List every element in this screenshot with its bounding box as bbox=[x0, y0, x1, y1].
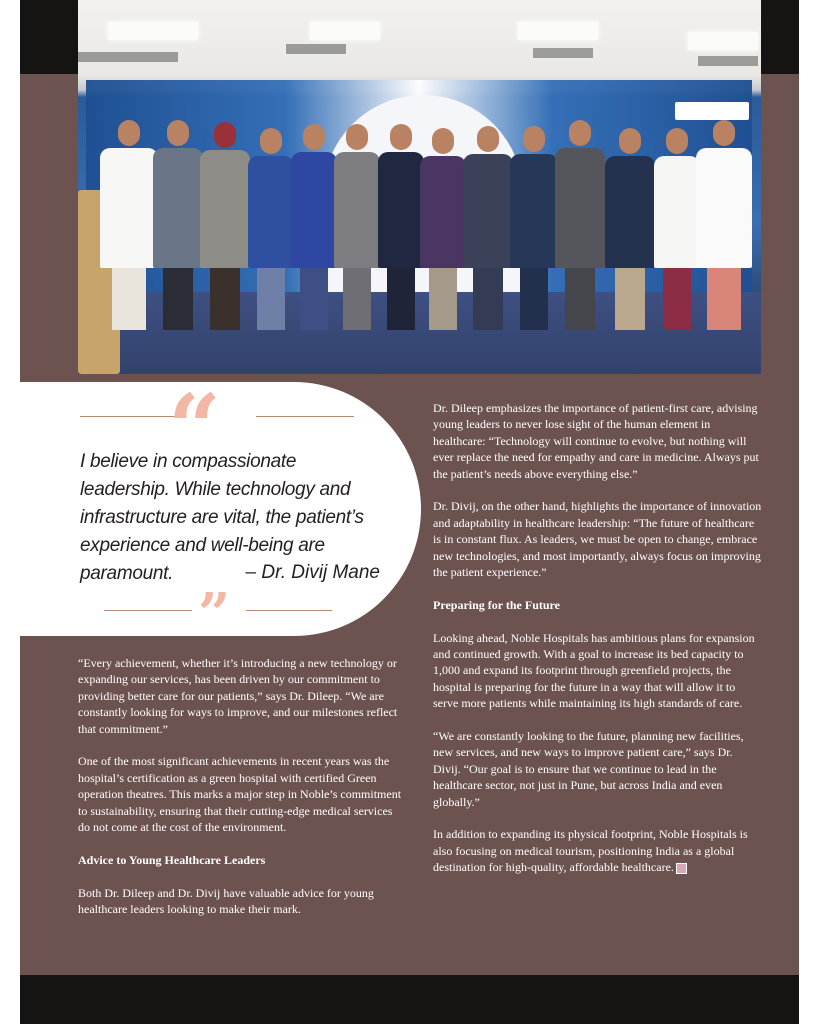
person bbox=[463, 126, 513, 330]
top-right-bar bbox=[761, 0, 799, 74]
person bbox=[378, 124, 424, 330]
quote-bottom-rule bbox=[246, 610, 332, 611]
person bbox=[334, 124, 380, 330]
person bbox=[510, 126, 558, 330]
event-group-photo bbox=[78, 0, 761, 374]
person bbox=[696, 120, 752, 330]
person bbox=[153, 120, 203, 330]
paragraph: Looking ahead, Noble Hospitals has ambitious plans for expansion and continued growth. With a goal to increase its bed capacity to 1,000 and expand its footprint through greenfield projects, the hospital is preparing for the future in a way that will allow it to serve more patients while maintaining its high standards of care. bbox=[433, 630, 755, 711]
pull-quote-text: I believe in compassionate leadership. While technology and infrastructure are vital, the patient’s experience and well-being are paramount. bbox=[80, 451, 364, 584]
bottom-bar bbox=[20, 975, 799, 1024]
quote-top-rule bbox=[256, 416, 354, 417]
paragraph-text: In addition to expanding its physical footprint, Noble Hospitals is also focusing on medical tourism, positioning India as a global destination for high-quality, affordable healthcare. bbox=[433, 827, 748, 875]
person bbox=[100, 120, 158, 330]
last-paragraph bbox=[433, 826, 763, 875]
close-quote-icon: ” bbox=[198, 581, 231, 647]
paragraph: One of the most significant achievements in recent years was the hospital’s certification as a green hospital with certified Green operation theatres. This marks a major step in Noble’s commitment to sustainability, ensuring that their cutting-edge medical services do not come at the cost of the environment. bbox=[78, 754, 402, 835]
person bbox=[291, 124, 337, 330]
hospital-logo-banner bbox=[675, 102, 749, 120]
paragraph: Dr. Dileep emphasizes the importance of patient-first care, advising young leaders to never lose sight of the human element in healthcare: “Technology will continue to evolve, but nothing will ever replace the need for empathy and care in medicine. Always put the patient’s needs above everything else.” bbox=[433, 401, 759, 481]
pull-quote-card bbox=[20, 374, 421, 647]
open-quote-icon: “ bbox=[168, 374, 221, 482]
paragraph: “Every achievement, whether it’s introducing a new technology or expanding our services, has been driven by our commitment to providing better care for our patients,” says Dr. Dileep. “We are constantly looking for ways to improve, and our milestones reflect that commitment.” bbox=[78, 656, 398, 736]
person bbox=[420, 128, 466, 330]
person bbox=[605, 128, 655, 330]
magazine-page bbox=[20, 0, 799, 1024]
quote-bottom-rule bbox=[104, 610, 192, 611]
right-text-column bbox=[433, 400, 763, 892]
quote-top-rule bbox=[80, 416, 176, 417]
paragraph: Both Dr. Dileep and Dr. Divij have valuable advice for young healthcare leaders looking to make their mark. bbox=[78, 885, 374, 917]
person bbox=[248, 128, 294, 330]
left-text-column bbox=[78, 655, 406, 934]
section-heading: Advice to Young Healthcare Leaders bbox=[78, 852, 266, 867]
section-heading: Preparing for the Future bbox=[433, 597, 560, 612]
person bbox=[200, 122, 250, 330]
person bbox=[654, 128, 700, 330]
paragraph: Dr. Divij, on the other hand, highlights the importance of innovation and adaptability in healthcare leadership: “The future of healthcare is in constant flux. As leaders, we must be open to change, embrace new technologies, and most importantly, always focus on improving the patient experience.” bbox=[433, 499, 762, 580]
pull-quote-attribution: – Dr. Divij Mane bbox=[245, 562, 380, 583]
person bbox=[555, 120, 605, 330]
paragraph: “We are constantly looking to the future, planning new facilities, new services, and new ways to improve patient care,” says Dr. Divij. “Our goal is to ensure that we continue to lead in the healthcare sector, not just in Pune, but across India and even globally.” bbox=[433, 729, 744, 809]
top-left-bar bbox=[20, 0, 78, 74]
end-of-article-icon bbox=[676, 863, 687, 874]
